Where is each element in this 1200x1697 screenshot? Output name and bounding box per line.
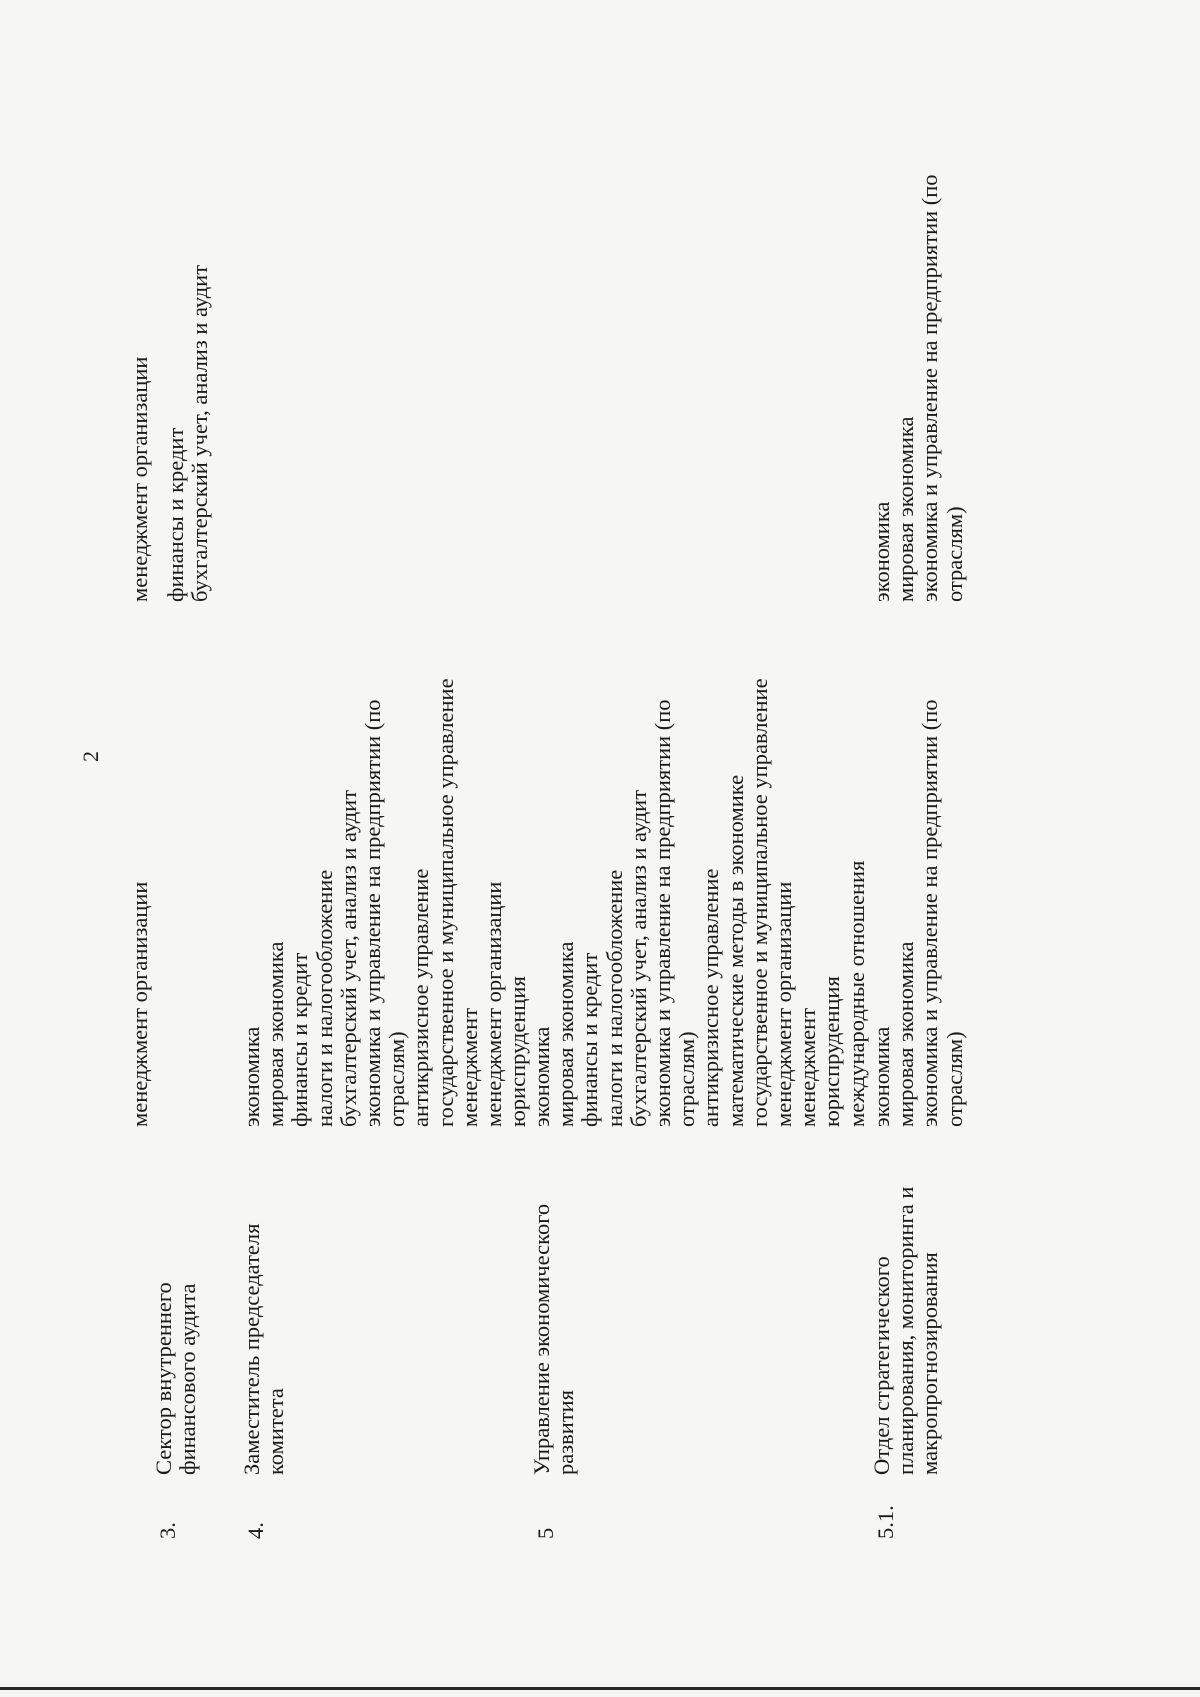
department-name: Управление экономического развития (529, 1203, 579, 1475)
specialty-item: мировая экономика (893, 941, 919, 1127)
row-number: 3. (155, 1522, 180, 1539)
specialty-item: финансы и кредит (577, 952, 603, 1127)
specialty-item: мировая экономика (263, 941, 289, 1127)
specialty-item: международные отношения (843, 860, 869, 1127)
specialty-item: экономика (869, 1026, 894, 1127)
specialty-item: юриспруденция (505, 976, 531, 1127)
department-name: Заместитель председателя комитета (239, 1223, 289, 1475)
specialty-item: экономика (239, 1026, 264, 1127)
row-number: 5.1. (873, 1505, 898, 1539)
specialty-item: государственное и муниципальное управление (746, 678, 772, 1127)
row-number: 4. (243, 1522, 268, 1539)
specialty-item: бухгалтерский учет, анализ и аудит (625, 789, 651, 1127)
specialty-item: математические методы в экономике (722, 774, 748, 1127)
specialty-item: менеджмент организации (127, 881, 152, 1127)
specialty-item: экономика и управление на предприятии (по (917, 699, 943, 1127)
specialty-item: менеджмент организации (481, 881, 507, 1127)
specialties-secondary (870, 42, 967, 602)
specialty-item: антикризисное управление (408, 868, 434, 1127)
specialty-item: экономика и управление на предприятии (по (360, 699, 386, 1127)
specialty-item: государственное и муниципальное управление (432, 678, 458, 1127)
specialty-item: экономика и управление на предприятии (по (917, 174, 943, 602)
specialty-item: отраслям) (941, 1031, 967, 1127)
specialty-item: мировая экономика (553, 941, 579, 1127)
specialty-item: экономика и управление на предприятии (по (650, 699, 676, 1127)
specialty-item: налоги и налогообложение (601, 869, 627, 1127)
specialty-item: менеджмент (795, 1007, 821, 1127)
specialty-item: отраслям) (941, 506, 967, 602)
specialty-item: менеджмент организации (127, 356, 152, 602)
specialty-item: экономика (529, 1026, 554, 1127)
department-name: Отдел стратегического планирования, мониторинга и макропрогнозирования (869, 1186, 943, 1475)
page-number: 2 (78, 751, 103, 762)
specialty-item: юриспруденция (819, 976, 845, 1127)
specialties-primary (240, 407, 530, 1127)
specialties-secondary (164, 42, 212, 602)
specialty-item: отраслям) (384, 1031, 410, 1127)
specialty-item: бухгалтерский учет, анализ и аудит (335, 789, 361, 1127)
specialty-item: мировая экономика (893, 416, 919, 602)
specialty-item: менеджмент (456, 1007, 482, 1127)
specialty-item: отраслям) (674, 1031, 700, 1127)
specialty-item: налоги и налогообложение (311, 869, 337, 1127)
row-number: 5 (533, 1527, 558, 1539)
specialty-item: менеджмент организации (771, 881, 797, 1127)
department-name: Сектор внутреннего финансового аудита (151, 1282, 201, 1475)
specialty-item: экономика (869, 501, 894, 602)
specialty-item: бухгалтерский учет, анализ и аудит (187, 264, 213, 602)
specialty-item: финансы и кредит (163, 427, 188, 602)
specialties-secondary (128, 42, 152, 602)
specialties-primary (530, 407, 869, 1127)
specialty-item: антикризисное управление (698, 868, 724, 1127)
specialty-item: финансы и кредит (287, 952, 313, 1127)
